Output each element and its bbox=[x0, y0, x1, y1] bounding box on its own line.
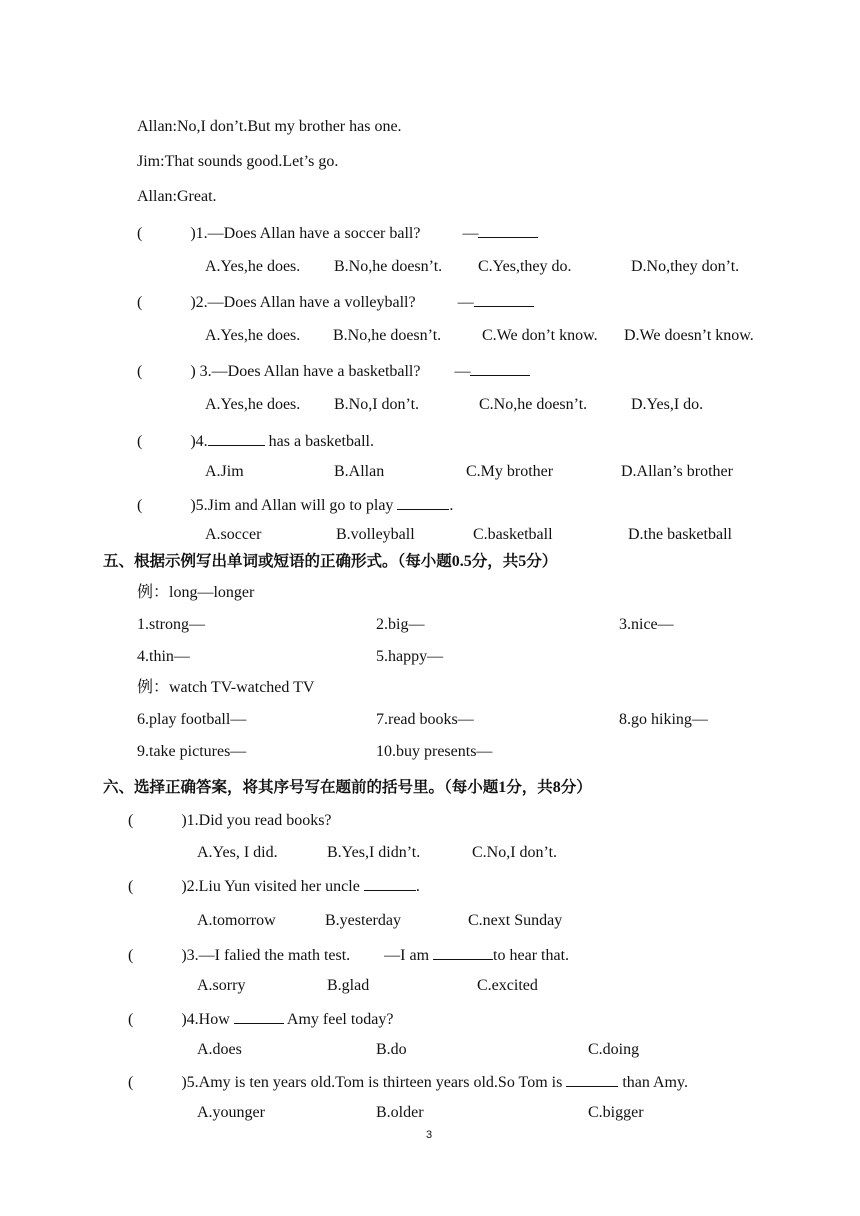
p4-q5-option-b: B.volleyball bbox=[336, 526, 415, 543]
p5-item-1: 1.strong— bbox=[137, 616, 205, 633]
p5-item-2: 2.big— bbox=[376, 616, 425, 633]
p4-q4-option-b: B.Allan bbox=[334, 463, 385, 480]
p6-q5-option-b: B.older bbox=[376, 1104, 424, 1121]
p4-question-3: ( ) 3.—Does Allan have a basketball? — bbox=[137, 360, 530, 382]
p6-q2-option-c: C.next Sunday bbox=[468, 912, 563, 929]
p6-q1-option-c: C.No,I don’t. bbox=[472, 844, 558, 861]
p4-q3-option-c: C.No,he doesn’t. bbox=[479, 396, 588, 413]
p6-q4-option-c: C.doing bbox=[588, 1041, 640, 1058]
p5-item-7: 7.read books— bbox=[376, 711, 474, 728]
question-text: 3.—Does Allan have a basketball? bbox=[195, 363, 421, 380]
p5-item-8: 8.go hiking— bbox=[619, 711, 708, 728]
answer-blank[interactable] bbox=[208, 430, 265, 446]
p4-q2-option-d: D.We doesn’t know. bbox=[624, 327, 754, 344]
p6-q2-option-a: A.tomorrow bbox=[197, 912, 276, 929]
question-text: 1.—Does Allan have a soccer ball? bbox=[195, 225, 421, 242]
answer-blank[interactable] bbox=[397, 494, 449, 510]
p6-question-1: ( )1.Did you read books? bbox=[128, 812, 332, 829]
p5-item-4: 4.thin— bbox=[137, 648, 190, 665]
p6-question-4: ( )4.How Amy feel today? bbox=[128, 1008, 394, 1030]
p4-q1-option-b: B.No,he doesn’t. bbox=[334, 258, 443, 275]
section-5-heading: 五、根据示例写出单词或短语的正确形式。（每小题0.5分，共5分） bbox=[103, 552, 558, 570]
p4-q1-option-c: C.Yes,they do. bbox=[478, 258, 572, 275]
p6-q1-option-a: A.Yes, I did. bbox=[197, 844, 278, 861]
answer-blank[interactable] bbox=[470, 360, 530, 376]
p4-q1-option-d: D.No,they don’t. bbox=[631, 258, 740, 275]
p4-question-5: ( )5.Jim and Allan will go to play . bbox=[137, 494, 453, 516]
p4-q3-option-a: A.Yes,he does. bbox=[205, 396, 301, 413]
p4-q5-option-a: A.soccer bbox=[205, 526, 262, 543]
dialogue-line-2: Jim:That sounds good.Let’s go. bbox=[137, 153, 339, 170]
answer-blank[interactable] bbox=[474, 291, 534, 307]
example-1: 例：long—longer bbox=[137, 584, 255, 601]
p4-question-2: ( )2.—Does Allan have a volleyball? — bbox=[137, 291, 534, 313]
dialogue-line-3: Allan:Great. bbox=[137, 188, 217, 205]
p5-item-6: 6.play football— bbox=[137, 711, 247, 728]
p6-q2-option-b: B.yesterday bbox=[325, 912, 401, 929]
p4-q5-option-d: D.the basketball bbox=[628, 526, 732, 543]
p4-q3-option-b: B.No,I don’t. bbox=[334, 396, 420, 413]
dialogue-line-1: Allan:No,I don’t.But my brother has one. bbox=[137, 118, 402, 135]
answer-paren: ( bbox=[137, 225, 143, 242]
p6-q3-option-c: C.excited bbox=[477, 977, 538, 994]
page-number: 3 bbox=[426, 1129, 433, 1141]
p5-item-5: 5.happy— bbox=[376, 648, 444, 665]
p4-q5-option-c: C.basketball bbox=[473, 526, 553, 543]
answer-blank[interactable] bbox=[433, 944, 493, 960]
p5-item-3: 3.nice— bbox=[619, 616, 674, 633]
p6-question-2: ( )2.Liu Yun visited her uncle . bbox=[128, 875, 420, 897]
p6-q5-option-a: A.younger bbox=[197, 1104, 265, 1121]
p4-q2-option-b: B.No,he doesn’t. bbox=[333, 327, 442, 344]
p5-item-9: 9.take pictures— bbox=[137, 743, 247, 760]
p4-q4-option-a: A.Jim bbox=[205, 463, 244, 480]
p4-question-4: ( )4. has a basketball. bbox=[137, 430, 374, 452]
p4-question-1: ( )1.—Does Allan have a soccer ball? — bbox=[137, 222, 538, 244]
p4-q3-option-d: D.Yes,I do. bbox=[631, 396, 704, 413]
section-6-heading: 六、选择正确答案，将其序号写在题前的括号里。（每小题1分，共8分） bbox=[103, 778, 592, 796]
p4-q4-option-c: C.My brother bbox=[466, 463, 554, 480]
p4-q2-option-c: C.We don’t know. bbox=[482, 327, 598, 344]
question-text: 2.—Does Allan have a volleyball? bbox=[195, 294, 416, 311]
answer-blank[interactable] bbox=[566, 1071, 618, 1087]
p6-q5-option-c: C.bigger bbox=[588, 1104, 644, 1121]
answer-blank[interactable] bbox=[364, 875, 416, 891]
p6-q4-option-b: B.do bbox=[376, 1041, 407, 1058]
p5-item-10: 10.buy presents— bbox=[376, 743, 493, 760]
p6-q3-option-b: B.glad bbox=[327, 977, 370, 994]
p6-q4-option-a: A.does bbox=[197, 1041, 242, 1058]
p6-q1-option-b: B.Yes,I didn’t. bbox=[327, 844, 421, 861]
p4-q1-option-a: A.Yes,he does. bbox=[205, 258, 301, 275]
p6-question-3: ( )3.—I falied the math test. —I am to hear that. bbox=[128, 944, 569, 966]
example-2: 例：watch TV-watched TV bbox=[137, 679, 315, 696]
answer-blank[interactable] bbox=[234, 1008, 284, 1024]
answer-blank[interactable] bbox=[478, 222, 538, 238]
p6-q3-option-a: A.sorry bbox=[197, 977, 246, 994]
p4-q4-option-d: D.Allan’s brother bbox=[621, 463, 733, 480]
p6-question-5: ( )5.Amy is ten years old.Tom is thirteen years old.So Tom is than Amy. bbox=[128, 1071, 688, 1093]
p4-q2-option-a: A.Yes,he does. bbox=[205, 327, 301, 344]
